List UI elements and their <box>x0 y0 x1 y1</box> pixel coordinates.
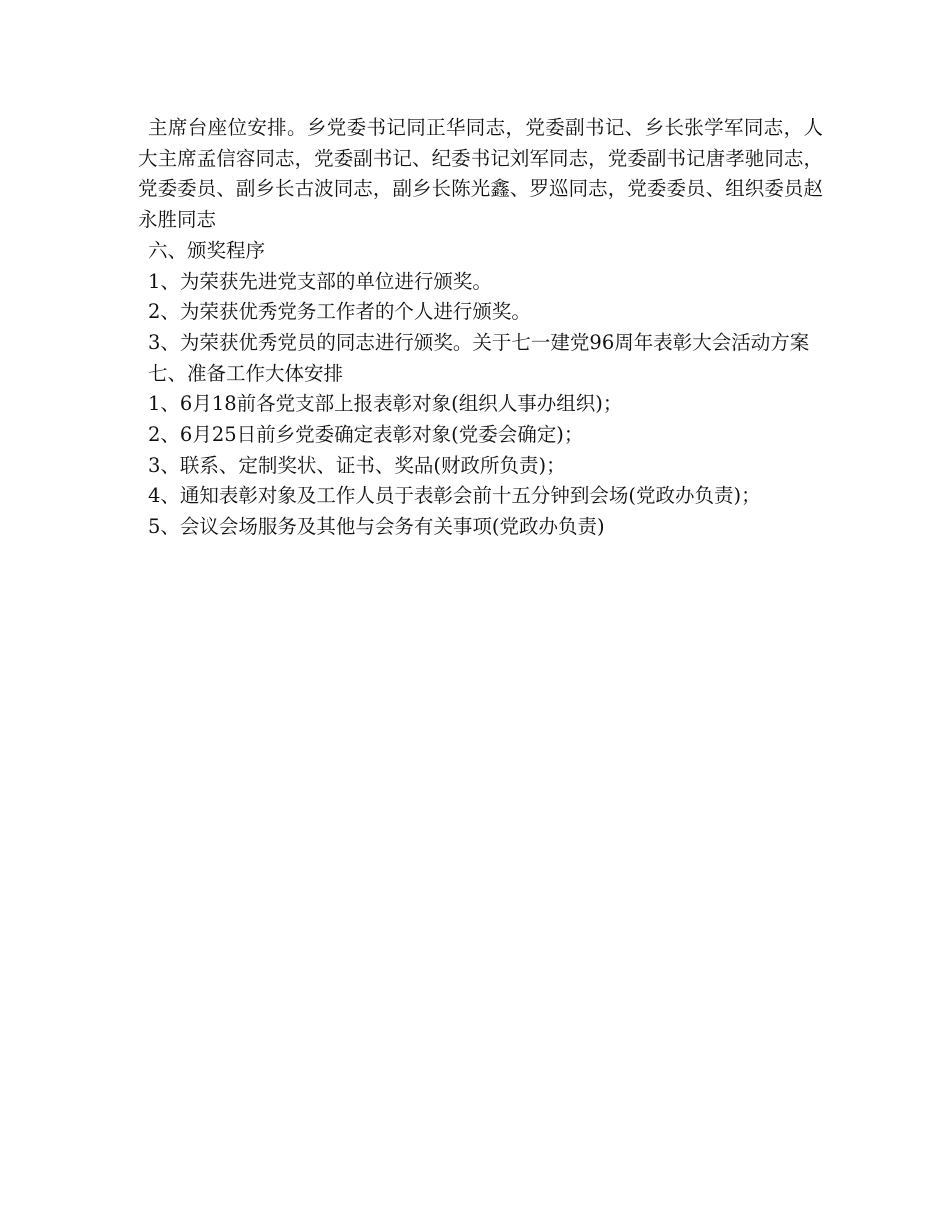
list-item-award-3: 3、为荣获优秀党员的同志进行颁奖。关于七一建党96周年表彰大会活动方案 <box>148 330 810 354</box>
list-item-prep-1: 1、6月18前各党支部上报表彰对象(组织人事办组织)； <box>148 392 623 416</box>
document-page <box>138 113 823 543</box>
list-item-prep-5: 5、会议会场服务及其他与会务有关事项(党政办负责) <box>148 515 605 539</box>
list-item-prep-3: 3、联系、定制奖状、证书、奖品(财政所负责)； <box>148 453 566 477</box>
heading-award-procedure: 六、颁奖程序 <box>148 238 266 262</box>
list-item-award-2: 2、为荣获优秀党务工作者的个人进行颁奖。 <box>148 300 531 324</box>
list-item-prep-2: 2、6月25日前乡党委确定表彰对象(党委会确定)； <box>148 423 584 447</box>
list-item-award-1: 1、为荣获先进党支部的单位进行颁奖。 <box>148 269 492 293</box>
list-item-prep-4: 4、通知表彰对象及工作人员于表彰会前十五分钟到会场(党政办负责)； <box>148 484 761 508</box>
heading-preparation: 七、准备工作大体安排 <box>148 361 344 385</box>
paragraph-podium-seating: 主席台座位安排。乡党委书记同正华同志，党委副书记、乡长张学军同志，人大主席孟信容同志，党委副书记、纪委书记刘军同志，党委副书记唐孝驰同志，党委委员、副乡长古波同志，副乡长陈光鑫、罗巡同志，党委委员、组织委员赵永胜同志 <box>138 116 823 232</box>
